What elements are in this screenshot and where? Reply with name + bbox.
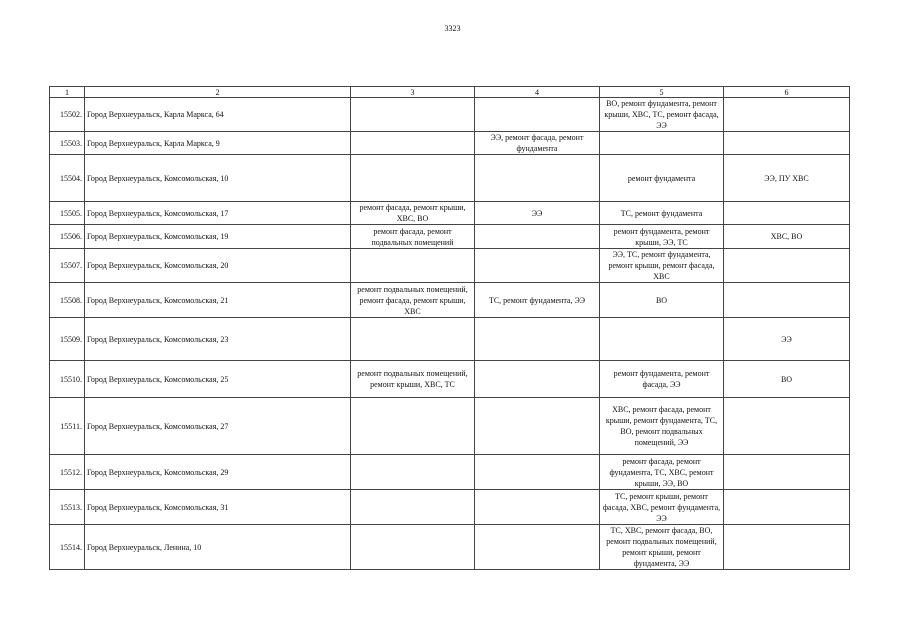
- row-number: 15512.: [50, 455, 85, 490]
- col3-cell: [351, 249, 475, 283]
- column-header: 5: [600, 87, 724, 98]
- col5-cell: ремонт фундамента, ремонт фасада, ЭЭ: [600, 361, 724, 398]
- col6-cell: ВО: [724, 361, 850, 398]
- col3-cell: [351, 318, 475, 361]
- table-row: [50, 225, 850, 249]
- col3-cell: ремонт подвальных помещений, ремонт крыши, ХВС, ТС: [351, 361, 475, 398]
- col4-cell: [475, 318, 600, 361]
- table-row: [50, 202, 850, 225]
- row-number: 15508.: [50, 283, 85, 318]
- col6-cell: [724, 249, 850, 283]
- table-row: [50, 155, 850, 202]
- col4-cell: [475, 455, 600, 490]
- address-cell: Город Верхнеуральск, Комсомольская, 20: [85, 249, 351, 283]
- col5-cell: ТС, ремонт фундамента: [600, 202, 724, 225]
- col6-cell: [724, 525, 850, 570]
- col4-cell: [475, 398, 600, 455]
- row-number: 15510.: [50, 361, 85, 398]
- row-number: 15513.: [50, 490, 85, 525]
- table-row: [50, 132, 850, 155]
- col4-cell: [475, 155, 600, 202]
- column-header: 1: [50, 87, 85, 98]
- col3-cell: [351, 132, 475, 155]
- col5-cell: ремонт фундамента, ремонт крыши, ЭЭ, ТС: [600, 225, 724, 249]
- address-cell: Город Верхнеуральск, Комсомольская, 19: [85, 225, 351, 249]
- col4-cell: [475, 490, 600, 525]
- col3-cell: [351, 455, 475, 490]
- col5-cell: [600, 318, 724, 361]
- col3-cell: ремонт подвальных помещений, ремонт фасада, ремонт крыши, ХВС: [351, 283, 475, 318]
- col5-cell: ВО: [600, 283, 724, 318]
- address-cell: Город Верхнеуральск, Ленина, 10: [85, 525, 351, 570]
- column-header: 3: [351, 87, 475, 98]
- col5-cell: ХВС, ремонт фасада, ремонт крыши, ремонт фундамента, ТС, ВО, ремонт подвальных помещений, ЭЭ: [600, 398, 724, 455]
- table-row: [50, 398, 850, 455]
- address-cell: Город Верхнеуральск, Комсомольская, 17: [85, 202, 351, 225]
- address-cell: Город Верхнеуральск, Комсомольская, 25: [85, 361, 351, 398]
- address-cell: Город Верхнеуральск, Карла Маркса, 9: [85, 132, 351, 155]
- row-number: 15509.: [50, 318, 85, 361]
- row-number: 15506.: [50, 225, 85, 249]
- row-number: 15507.: [50, 249, 85, 283]
- col5-cell: ТС, ремонт крыши, ремонт фасада, ХВС, ремонт фундамента, ЭЭ: [600, 490, 724, 525]
- col3-cell: [351, 98, 475, 132]
- row-number: 15514.: [50, 525, 85, 570]
- row-number: 15505.: [50, 202, 85, 225]
- table-row: [50, 455, 850, 490]
- table-row: [50, 283, 850, 318]
- row-number: 15503.: [50, 132, 85, 155]
- col6-cell: [724, 132, 850, 155]
- col4-cell: [475, 361, 600, 398]
- col4-cell: [475, 225, 600, 249]
- col4-cell: [475, 249, 600, 283]
- address-cell: Город Верхнеуральск, Комсомольская, 29: [85, 455, 351, 490]
- col4-cell: [475, 98, 600, 132]
- address-cell: Город Верхнеуральск, Комсомольская, 23: [85, 318, 351, 361]
- col4-cell: ТС, ремонт фундамента, ЭЭ: [475, 283, 600, 318]
- col3-cell: [351, 155, 475, 202]
- col6-cell: [724, 98, 850, 132]
- address-cell: Город Верхнеуральск, Комсомольская, 10: [85, 155, 351, 202]
- col4-cell: ЭЭ: [475, 202, 600, 225]
- col6-cell: [724, 283, 850, 318]
- table-row: [50, 318, 850, 361]
- header-row: [50, 87, 850, 98]
- table-row: [50, 98, 850, 132]
- col5-cell: ВО, ремонт фундамента, ремонт крыши, ХВС, ТС, ремонт фасада, ЭЭ: [600, 98, 724, 132]
- table-row: [50, 249, 850, 283]
- col6-cell: [724, 490, 850, 525]
- col3-cell: ремонт фасада, ремонт крыши, ХВС, ВО: [351, 202, 475, 225]
- col3-cell: ремонт фасада, ремонт подвальных помещений: [351, 225, 475, 249]
- col6-cell: [724, 398, 850, 455]
- repair-schedule-table: [49, 86, 850, 570]
- row-number: 15502.: [50, 98, 85, 132]
- page-number: 3323: [444, 24, 461, 33]
- col4-cell: [475, 525, 600, 570]
- column-header: 6: [724, 87, 850, 98]
- address-cell: Город Верхнеуральск, Комсомольская, 21: [85, 283, 351, 318]
- col6-cell: ЭЭ, ПУ ХВС: [724, 155, 850, 202]
- col5-cell: ремонт фундамента: [600, 155, 724, 202]
- address-cell: Город Верхнеуральск, Карла Маркса, 64: [85, 98, 351, 132]
- col5-cell: ЭЭ, ТС, ремонт фундамента, ремонт крыши, ремонт фасада, ХВС: [600, 249, 724, 283]
- col6-cell: [724, 202, 850, 225]
- row-number: 15504.: [50, 155, 85, 202]
- col3-cell: [351, 398, 475, 455]
- table-row: [50, 525, 850, 570]
- table-row: [50, 490, 850, 525]
- column-header: 4: [475, 87, 600, 98]
- col3-cell: [351, 490, 475, 525]
- address-cell: Город Верхнеуральск, Комсомольская, 31: [85, 490, 351, 525]
- table-row: [50, 361, 850, 398]
- address-cell: Город Верхнеуральск, Комсомольская, 27: [85, 398, 351, 455]
- col6-cell: ЭЭ: [724, 318, 850, 361]
- col6-cell: ХВС, ВО: [724, 225, 850, 249]
- col3-cell: [351, 525, 475, 570]
- col5-cell: ТС, ХВС, ремонт фасада, ВО, ремонт подвальных помещений, ремонт крыши, ремонт фундамента, ЭЭ: [600, 525, 724, 570]
- col5-cell: ремонт фасада, ремонт фундамента, ТС, ХВС, ремонт крыши, ЭЭ, ВО: [600, 455, 724, 490]
- col5-cell: [600, 132, 724, 155]
- col4-cell: ЭЭ, ремонт фасада, ремонт фундамента: [475, 132, 600, 155]
- col6-cell: [724, 455, 850, 490]
- row-number: 15511.: [50, 398, 85, 455]
- column-header: 2: [85, 87, 351, 98]
